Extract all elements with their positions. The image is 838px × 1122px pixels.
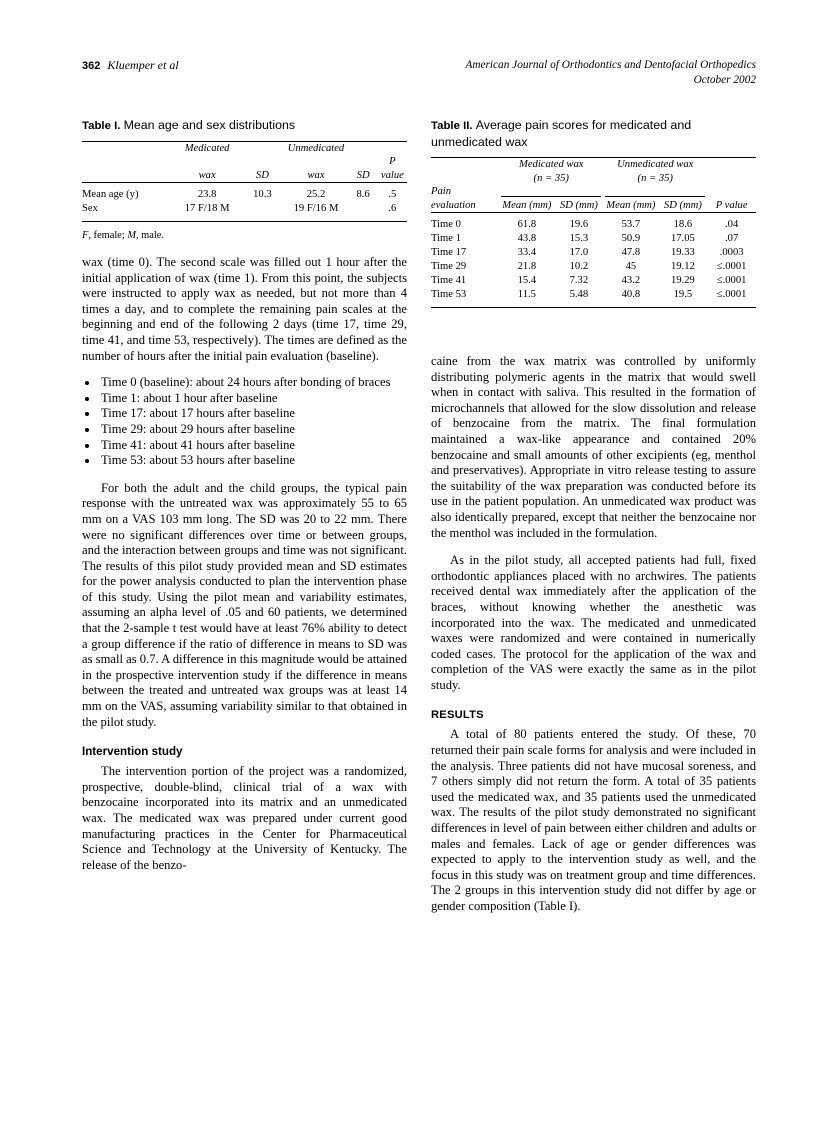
table-1-h1-c0 (82, 141, 173, 155)
table-1-caption (82, 118, 407, 135)
table-1-h2-c0 (82, 155, 173, 183)
table-2-n-stub (431, 172, 499, 186)
table-2-r3-unmedsd: 19.12 (670, 261, 695, 272)
table-1-number: Table I. (82, 120, 121, 132)
right-column (431, 118, 756, 915)
table-2-bottom-rule (431, 302, 756, 308)
table-1-bottom-rule-cell (82, 216, 407, 222)
section-heading-results: RESULTS (431, 709, 484, 722)
table-2-group2-underline (605, 196, 705, 197)
list-item: • Time 53: about 53 hours after baseline (99, 453, 407, 469)
table-1-h1-c3: Unmedicated (287, 142, 345, 154)
table-2-col-med-sd: SD (mm) (559, 199, 598, 211)
table-1-r1-med: 17 F/18 M (184, 203, 230, 214)
table-2-r4-unmedsd: 19.29 (670, 275, 695, 286)
table-2-rule-spacer (707, 185, 756, 199)
table-1-r0-unmed: 25.2 (306, 189, 326, 200)
table-2-r5-medmean: 11.5 (517, 289, 536, 300)
table-2-r1-unmedmean: 50.9 (621, 233, 641, 244)
table-1-r1-medsd (241, 202, 283, 216)
table-2-col-med-mean: Mean (mm) (502, 199, 552, 211)
table-2-group1-underline (501, 196, 601, 197)
subheading-intervention-study: Intervention study (82, 745, 183, 759)
table-2-title: Average pain scores for medicated and unmedicated wax (431, 118, 692, 149)
table-2-r2-unmedsd: 19.33 (670, 247, 695, 258)
table-1-footnote (82, 229, 407, 243)
table-row (82, 202, 407, 216)
table-1-r1-label: Sex (82, 203, 98, 214)
table-1-r0-med: 23.8 (197, 189, 217, 200)
table-1 (82, 118, 407, 243)
table-2-col-unmed-sd: SD (mm) (663, 199, 702, 211)
running-head-left (82, 58, 179, 73)
table-2-r4-medsd: 7.32 (569, 275, 589, 286)
table-row (431, 232, 756, 246)
table-2-col-unmed-mean: Mean (mm) (606, 199, 656, 211)
table-2-grid (431, 157, 756, 308)
table-2-r2-label: Time 17 (431, 247, 467, 258)
table-2-group1-line2: (n = 35) (533, 172, 569, 184)
list-item: • Time 41: about 41 hours after baseline (99, 438, 407, 454)
time-definition-list (82, 375, 407, 469)
table-1-r1-p: .6 (388, 203, 397, 214)
table-2-group-n-row (431, 172, 756, 186)
table-2-group2-line2: (n = 35) (637, 172, 673, 184)
table-row (431, 218, 756, 232)
table-2-r4-p: ≤.0001 (716, 275, 747, 286)
paragraph-intervention: The intervention portion of the project was a randomized, prospective, double-blind, clinical trial of a wax with benzocaine incorporated into its matrix and an unmedicated wax. The medicated wax was prepared under current good manufacturing practices in the Center for Pharmaceutical Science and Technology at the University of Kentucky. The release of the benzo- (82, 764, 407, 872)
table-2-group-spacer (707, 158, 756, 172)
table-2-r5-unmedmean: 40.8 (621, 289, 641, 300)
table-1-header-row-2 (82, 155, 407, 183)
table-1-r0-unmedsd: 8.6 (356, 189, 370, 200)
list-item: • Time 1: about 1 hour after baseline (99, 391, 407, 407)
table-1-h1-c4 (349, 141, 378, 155)
table-2-r3-medsd: 10.2 (569, 261, 589, 272)
table-2-r1-medmean: 43.8 (517, 233, 537, 244)
table-1-r0-medsd: 10.3 (253, 189, 272, 200)
running-head-author: Kluemper et al (107, 58, 179, 72)
table-2-r1-label: Time 1 (431, 233, 461, 244)
table-2-r0-p: .04 (725, 219, 739, 230)
running-head-right (465, 58, 756, 88)
table-1-bottom-rule (82, 216, 407, 222)
table-1-grid (82, 141, 407, 223)
table-2-r4-unmedmean: 43.2 (621, 275, 641, 286)
table-2-r1-p: .07 (725, 233, 739, 244)
paragraph-pilot-results: For both the adult and the child groups, the typical pain response with the untreated wax was approximately 55 to 65 mm on a VAS 103 mm long. The SD was 20 to 22 mm. There were no significant differences over time or between groups, and the interaction between groups and time was not significant. The results of this pilot study provided mean and SD estimates for the power analysis conducted to plan the intervention phase of this study. Using the pilot mean and variability estimates, assuming an alpha level of .05 and 60 patients, we determined that the 2-sample t test would have at least 76% ability to detect a group difference if the ratio of difference in means to SD was as small as 0.7. A difference in this magnitude would be attained in the prospective intervention study if the difference in means between the treated and untreated wax groups was at least 14 mm on the VAS, assuming variability similar to that obtained in the pilot study. (82, 480, 407, 729)
left-column (82, 118, 407, 873)
table-2-r3-label: Time 29 (431, 261, 467, 272)
table-2-n-spacer (707, 172, 756, 186)
list-item: • Time 17: about 17 hours after baseline (99, 406, 407, 422)
table-2-r3-unmedmean: 45 (625, 261, 637, 272)
issue-date: October 2002 (693, 74, 756, 86)
table-2-caption (431, 118, 756, 151)
table-1-r1-unmed: 19 F/16 M (293, 203, 339, 214)
table-2-r0-unmedmean: 53.7 (621, 219, 641, 230)
table-2-r2-unmedmean: 47.8 (621, 247, 641, 258)
table-1-h1-c1: Medicated (184, 142, 230, 154)
table-2-r1-unmedsd: 17.05 (670, 233, 695, 244)
table-1-h2-c2: SD (255, 169, 269, 181)
table-2-stub-and-rules-row (431, 185, 756, 199)
table-2-r5-medsd: 5.48 (569, 289, 589, 300)
table-2-r5-unmedsd: 19.5 (673, 289, 693, 300)
table-2-r2-medmean: 33.4 (517, 247, 537, 258)
table-1-foot-m: M (127, 230, 136, 241)
table-1-h1-c2 (241, 141, 283, 155)
table-1-title: Mean age and sex distributions (123, 118, 296, 132)
table-2-r2-medsd: 17.0 (569, 247, 589, 258)
table-1-foot-male: , male. (135, 230, 164, 241)
table-2-column-header-row (431, 199, 756, 213)
table-1-foot-female: , female; (88, 230, 128, 241)
table-2-r0-medsd: 19.6 (569, 219, 589, 230)
table-2-r4-label: Time 41 (431, 275, 467, 286)
table-2-group-header-row (431, 158, 756, 172)
table-2-group2-rule (603, 185, 707, 199)
table-row (431, 260, 756, 274)
table-1-h2-c3: wax (307, 169, 325, 181)
table-2-bottom-rule-cell (431, 302, 756, 308)
table-2-r0-label: Time 0 (431, 219, 461, 230)
list-item: • Time 29: about 29 hours after baseline (99, 422, 407, 438)
list-item: • Time 0 (baseline): about 24 hours after bonding of braces (99, 375, 407, 391)
table-2-group2-line1: Unmedicated wax (617, 159, 694, 170)
table-2-r3-medmean: 21.8 (517, 261, 537, 272)
table-1-h2-c1: wax (198, 169, 216, 181)
table-2-col-p: P value (715, 199, 748, 211)
paragraph-continued: wax (time 0). The second scale was filled out 1 hour after the initial application of wax (time 1). From this point, the subjects were instructed to apply wax as needed, but not more than 4 times a day, and to complete the remaining pain scales at the beginning and end of the following 2 days (time 17, time 29, time 41, and time 53, respectively). The times are defined as the number of hours after the initial pain evaluation (baseline). (82, 255, 407, 363)
paragraph-caine-release: caine from the wax matrix was controlled by uniformly distributing polymeric agents in the matrix that would swell when in contact with saliva. This resulted in the formation of microchannels that allowed for the slow dissolution and release of benzocaine from the matrix. The final formulation maintained a wax-like appearance and contained 20% benzocaine and small amounts of other excipients (eg, menthol and preservatives). Appropriate in vitro release testing to assure the suitability of the wax preparation was conducted before its use in the patient population. An unmedicated wax product was also identically prepared, except that neither the benzocaine nor the menthol was included in the formulation. (431, 354, 756, 540)
table-2 (431, 118, 756, 308)
table-1-foot-f: F (82, 230, 89, 241)
table-2-r2-p: .0003 (719, 247, 744, 258)
table-1-r0-p: .5 (388, 189, 397, 200)
table-2-r5-label: Time 53 (431, 289, 467, 300)
table-2-group-stub (431, 158, 499, 172)
table-row (431, 246, 756, 260)
table-2-r3-p: ≤.0001 (716, 261, 747, 272)
paragraph-results: A total of 80 patients entered the study. Of these, 70 returned their pain scale forms for analysis and were included in the analysis. Three patients did not have mucosal soreness, and 7 others simply did not return the form. A total of 35 patients used the medicated wax, and 35 patients used the unmedicated wax. The results of the pilot study demonstrated no significant differences in level of pain between either children and adults or males and females. Lack of age or gender differences was expected to apply to the intervention study as well, and the focus in this study was on treatment group and time differences. The 2 groups in this intervention study did not differ by age or gender composition (Table I). (431, 727, 756, 913)
table-1-r1-unmedsd (349, 202, 378, 216)
table-2-r0-unmedsd: 18.6 (673, 219, 693, 230)
table-1-r0-label: Mean age (y) (82, 189, 139, 200)
paragraph-pilot-protocol: As in the pilot study, all accepted patients had full, fixed orthodontic appliances placed with no archwires. The patients received dental wax immediately after the application of the braces, without knowing whether the anesthetic was incorporated into the wax. The medicated and unmedicated waxes were randomized and were contained in numerically coded cases. The protocol for the application of the wax and completion of the VAS were exactly the same as in the pilot study. (431, 553, 756, 692)
table-2-stub-line1: Pain (431, 186, 452, 197)
table-row (431, 288, 756, 302)
table-1-header-row-1 (82, 141, 407, 155)
table-2-number: Table II. (431, 120, 473, 132)
running-head (82, 58, 756, 98)
journal-title: American Journal of Orthodontics and Dentofacial Orthopedics (465, 59, 756, 71)
table-2-r0-medmean: 61.8 (517, 219, 537, 230)
table-1-h2-c5: P value (380, 156, 404, 181)
table-1-h2-c4: SD (356, 169, 370, 181)
page-number: 362 (82, 60, 101, 72)
table-2-group1-line1: Medicated wax (519, 159, 584, 170)
table-1-h1-c5 (378, 141, 407, 155)
table-2-group1-rule (499, 185, 603, 199)
table-row (82, 188, 407, 202)
table-row (431, 274, 756, 288)
table-2-r5-p: ≤.0001 (716, 289, 747, 300)
table-2-r1-medsd: 15.3 (569, 233, 589, 244)
table-2-stub-line2: evaluation (431, 199, 476, 211)
table-2-r4-medmean: 15.4 (517, 275, 537, 286)
